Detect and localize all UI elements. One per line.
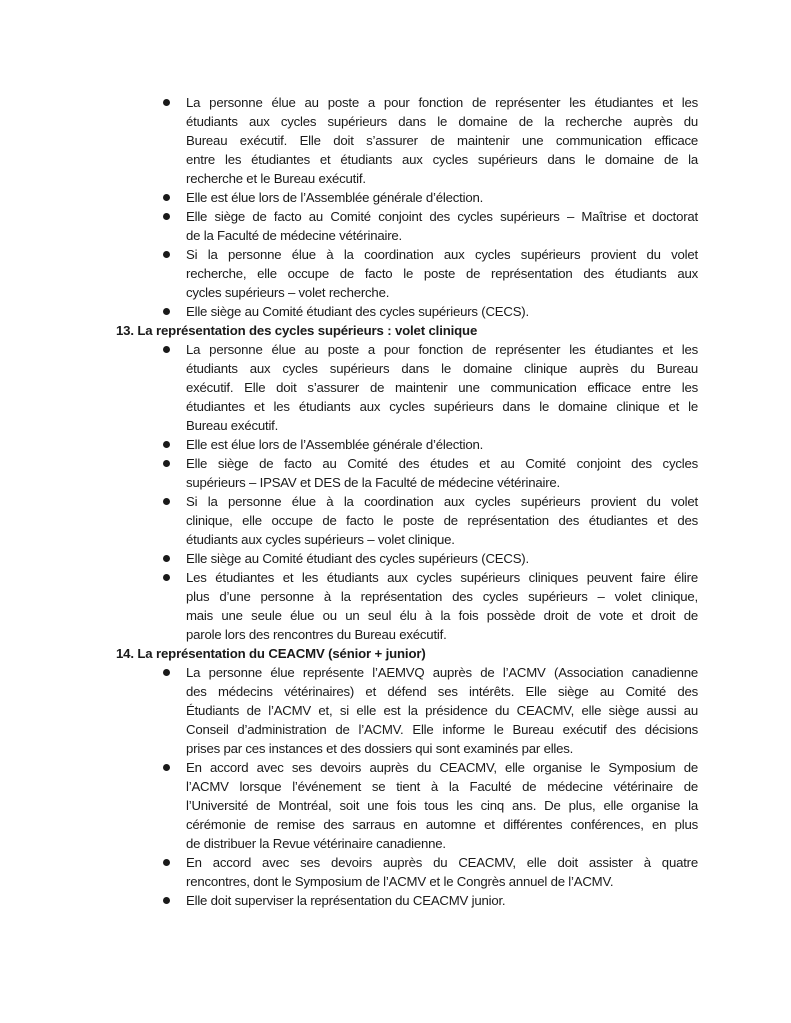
text-line: Si la personne élue à la coordination aux cycles supérieurs provient du volet	[186, 494, 698, 509]
text-line: Elle est élue lors de l’Assemblée générale d’élection.	[186, 437, 484, 452]
text-line: exécutif. Elle doit s’assurer de maintenir une communication efficace entre les	[186, 380, 698, 395]
bullet-icon	[163, 308, 170, 315]
section-heading: 13. La représentation des cycles supérieurs : volet clinique	[116, 323, 478, 338]
document-section	[116, 321, 698, 644]
text-line: des médecins vétérinaires) et défend ses intérêts. Elle siège au Comité des	[186, 684, 698, 699]
bullet-list-item	[116, 758, 698, 853]
bullet-list-item	[116, 663, 698, 758]
text-line: plus d’une personne à la représentation des cycles supérieurs – volet clinique,	[186, 589, 698, 604]
bullet-icon	[163, 346, 170, 353]
bullet-list-item	[116, 435, 698, 454]
bullet-icon	[163, 194, 170, 201]
bullet-icon	[163, 574, 170, 581]
text-line: étudiants aux cycles supérieurs dans le domaine clinique auprès du Bureau	[186, 361, 698, 376]
text-line: parole lors des rencontres du Bureau exécutif.	[186, 627, 447, 642]
text-line: Elle doit superviser la représentation du CEACMV junior.	[186, 893, 506, 908]
text-line: Elle siège de facto au Comité des études et au Comité conjoint des cycles	[186, 456, 698, 471]
bullet-icon	[163, 441, 170, 448]
section-heading: 14. La représentation du CEACMV (sénior + junior)	[116, 646, 426, 661]
bullet-list-item	[116, 188, 698, 207]
text-line: La personne élue représente l’AEMVQ auprès de l’ACMV (Association canadienne	[186, 665, 698, 680]
bullet-icon	[163, 764, 170, 771]
text-line: Conseil d’administration de l’ACMV. Elle informe le Bureau exécutif des décisions	[186, 722, 698, 737]
text-line: prises par ces instances et des dossiers qui sont examinés par elles.	[186, 741, 574, 756]
bullet-icon	[163, 460, 170, 467]
text-line: Si la personne élue à la coordination aux cycles supérieurs provient du volet	[186, 247, 698, 262]
bullet-list-item	[116, 568, 698, 644]
text-line: étudiantes et les étudiants aux cycles supérieurs dans le domaine clinique et le	[186, 399, 698, 414]
text-line: Les étudiantes et les étudiants aux cycles supérieurs cliniques peuvent faire élire	[186, 570, 698, 585]
document-section	[116, 93, 698, 321]
text-line: Bureau exécutif.	[186, 418, 279, 433]
text-line: recherche, elle occupe de facto le poste de représentation des étudiants aux	[186, 266, 698, 281]
text-line: cycles supérieurs – volet recherche.	[186, 285, 390, 300]
bullet-list-item	[116, 207, 698, 245]
bullet-icon	[163, 498, 170, 505]
text-line: de la Faculté de médecine vétérinaire.	[186, 228, 402, 243]
document-section	[116, 644, 698, 910]
bullet-list-item	[116, 853, 698, 891]
bullet-list-item	[116, 454, 698, 492]
bullet-icon	[163, 859, 170, 866]
text-line: Elle est élue lors de l’Assemblée générale d’élection.	[186, 190, 484, 205]
text-line: cérémonie de remise des sarraus en automne et différentes conférences, en plus	[186, 817, 698, 832]
bullet-list-item	[116, 340, 698, 435]
text-line: En accord avec ses devoirs auprès du CEACMV, elle doit assister à quatre	[186, 855, 698, 870]
text-line: étudiants aux cycles supérieurs dans le domaine de la recherche auprès du	[186, 114, 698, 129]
bullet-list-item	[116, 245, 698, 302]
text-line: recherche et le Bureau exécutif.	[186, 171, 366, 186]
text-line: rencontres, dont le Symposium de l’ACMV et le Congrès annuel de l’ACMV.	[186, 874, 614, 889]
text-line: supérieurs – IPSAV et DES de la Faculté de médecine vétérinaire.	[186, 475, 560, 490]
text-line: Elle siège au Comité étudiant des cycles supérieurs (CECS).	[186, 551, 529, 566]
bullet-list-item	[116, 302, 698, 321]
text-line: l’Université de Montréal, soit une fois tous les cinq ans. De plus, elle organise la	[186, 798, 698, 813]
text-line: Étudiants de l’ACMV et, si elle est la présidence du CEACMV, elle siège aussi au	[186, 703, 698, 718]
bullet-icon	[163, 213, 170, 220]
bullet-icon	[163, 251, 170, 258]
bullet-list-item	[116, 549, 698, 568]
text-line: Elle siège au Comité étudiant des cycles supérieurs (CECS).	[186, 304, 529, 319]
text-line: La personne élue au poste a pour fonction de représenter les étudiantes et les	[186, 95, 698, 110]
text-line: entre les étudiantes et étudiants aux cycles supérieurs dans le domaine de la	[186, 152, 698, 167]
bullet-icon	[163, 555, 170, 562]
text-line: En accord avec ses devoirs auprès du CEACMV, elle organise le Symposium de	[186, 760, 698, 775]
document-body	[116, 93, 698, 910]
bullet-list-item	[116, 891, 698, 910]
bullet-list-item	[116, 492, 698, 549]
bullet-icon	[163, 669, 170, 676]
text-line: mais une seule élue ou un seul élu à la fois possède droit de vote et droit de	[186, 608, 698, 623]
text-line: l’ACMV lorsque l’événement se tient à la Faculté de médecine vétérinaire de	[186, 779, 698, 794]
text-line: clinique, elle occupe de facto le poste de représentation des étudiantes et des	[186, 513, 698, 528]
bullet-icon	[163, 897, 170, 904]
text-line: étudiants aux cycles supérieurs – volet clinique.	[186, 532, 455, 547]
text-line: Bureau exécutif. Elle doit s’assurer de maintenir une communication efficace	[186, 133, 698, 148]
text-line: Elle siège de facto au Comité conjoint des cycles supérieurs – Maîtrise et doctorat	[186, 209, 698, 224]
bullet-list-item	[116, 93, 698, 188]
text-line: La personne élue au poste a pour fonction de représenter les étudiantes et les	[186, 342, 698, 357]
bullet-icon	[163, 99, 170, 106]
text-line: de distribuer la Revue vétérinaire canadienne.	[186, 836, 446, 851]
